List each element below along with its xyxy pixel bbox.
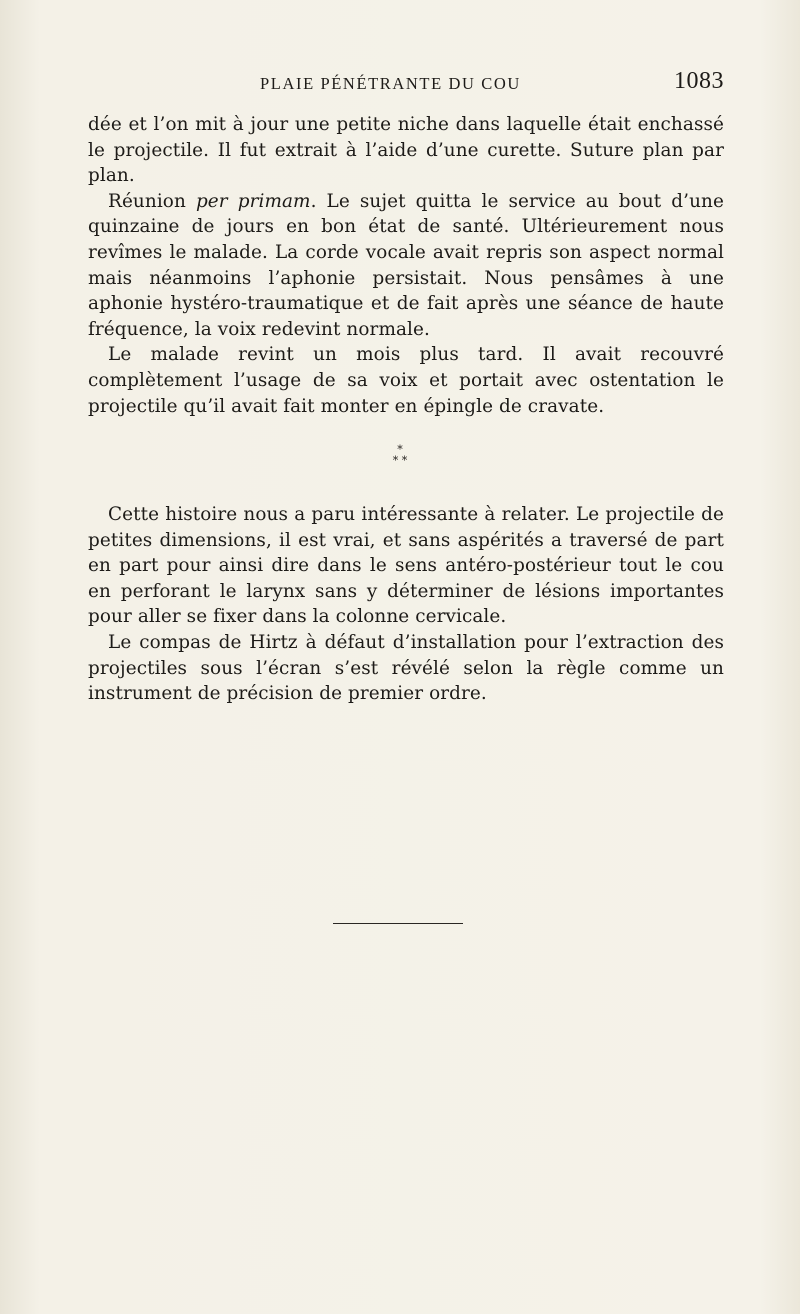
paragraph-2-rest: . Le sujet quitta le service au bout d’une quinzaine de jours en bon état de santé. Ultérieurement nous revîmes le malade. La corde vocale avait repris son aspect normal mais néanmoins l’aphonie persistait. Nous pensâmes à une aphonie hystéro-traumatique et de fait après une séance de haute fréquence, la voix redevint normale. (88, 190, 724, 340)
paragraph-3: Le malade revint un mois plus tard. Il avait recouvré complètement l’usage de sa voix et portait avec ostentation le projectile qu’il avait fait monter en épingle de cravate. (88, 344, 724, 417)
paragraph-4: Cette histoire nous a paru intéressante à relater. Le projectile de petites dimensions, il est vrai, et sans aspérités a traversé de part en part pour ainsi dire dans le sens antéro-postérieur tout le cou en perforant le larynx sans y déterminer de lésions importantes pour aller se fixer dans la colonne cervicale. (88, 504, 724, 628)
asterism-bottom: * * (392, 454, 408, 467)
paragraph-2 (88, 189, 724, 343)
paragraph-2-start: Réunion (108, 190, 196, 212)
section-break-asterism (385, 444, 415, 474)
running-title: PLAIE PÉNÉTRANTE DU COU (260, 74, 521, 93)
paragraph-1: dée et l’on mit à jour une petite niche dans laquelle était enchassé le projectile. Il fut extrait à l’aide d’une curette. Suture plan par plan. (88, 114, 724, 187)
latin-phrase: per primam (195, 190, 311, 212)
body-text-section-2 (88, 502, 724, 707)
page-number: 1083 (674, 68, 724, 94)
asterism-top: * (397, 443, 403, 456)
paragraph-5: Le compas de Hirtz à défaut d’installation pour l’extraction des projectiles sous l’écran s’est révélé selon la règle comme un instrument de précision de premier ordre. (88, 631, 724, 705)
page-header (88, 66, 724, 96)
body-text-section-1 (88, 112, 724, 419)
end-of-article-rule (333, 923, 463, 924)
